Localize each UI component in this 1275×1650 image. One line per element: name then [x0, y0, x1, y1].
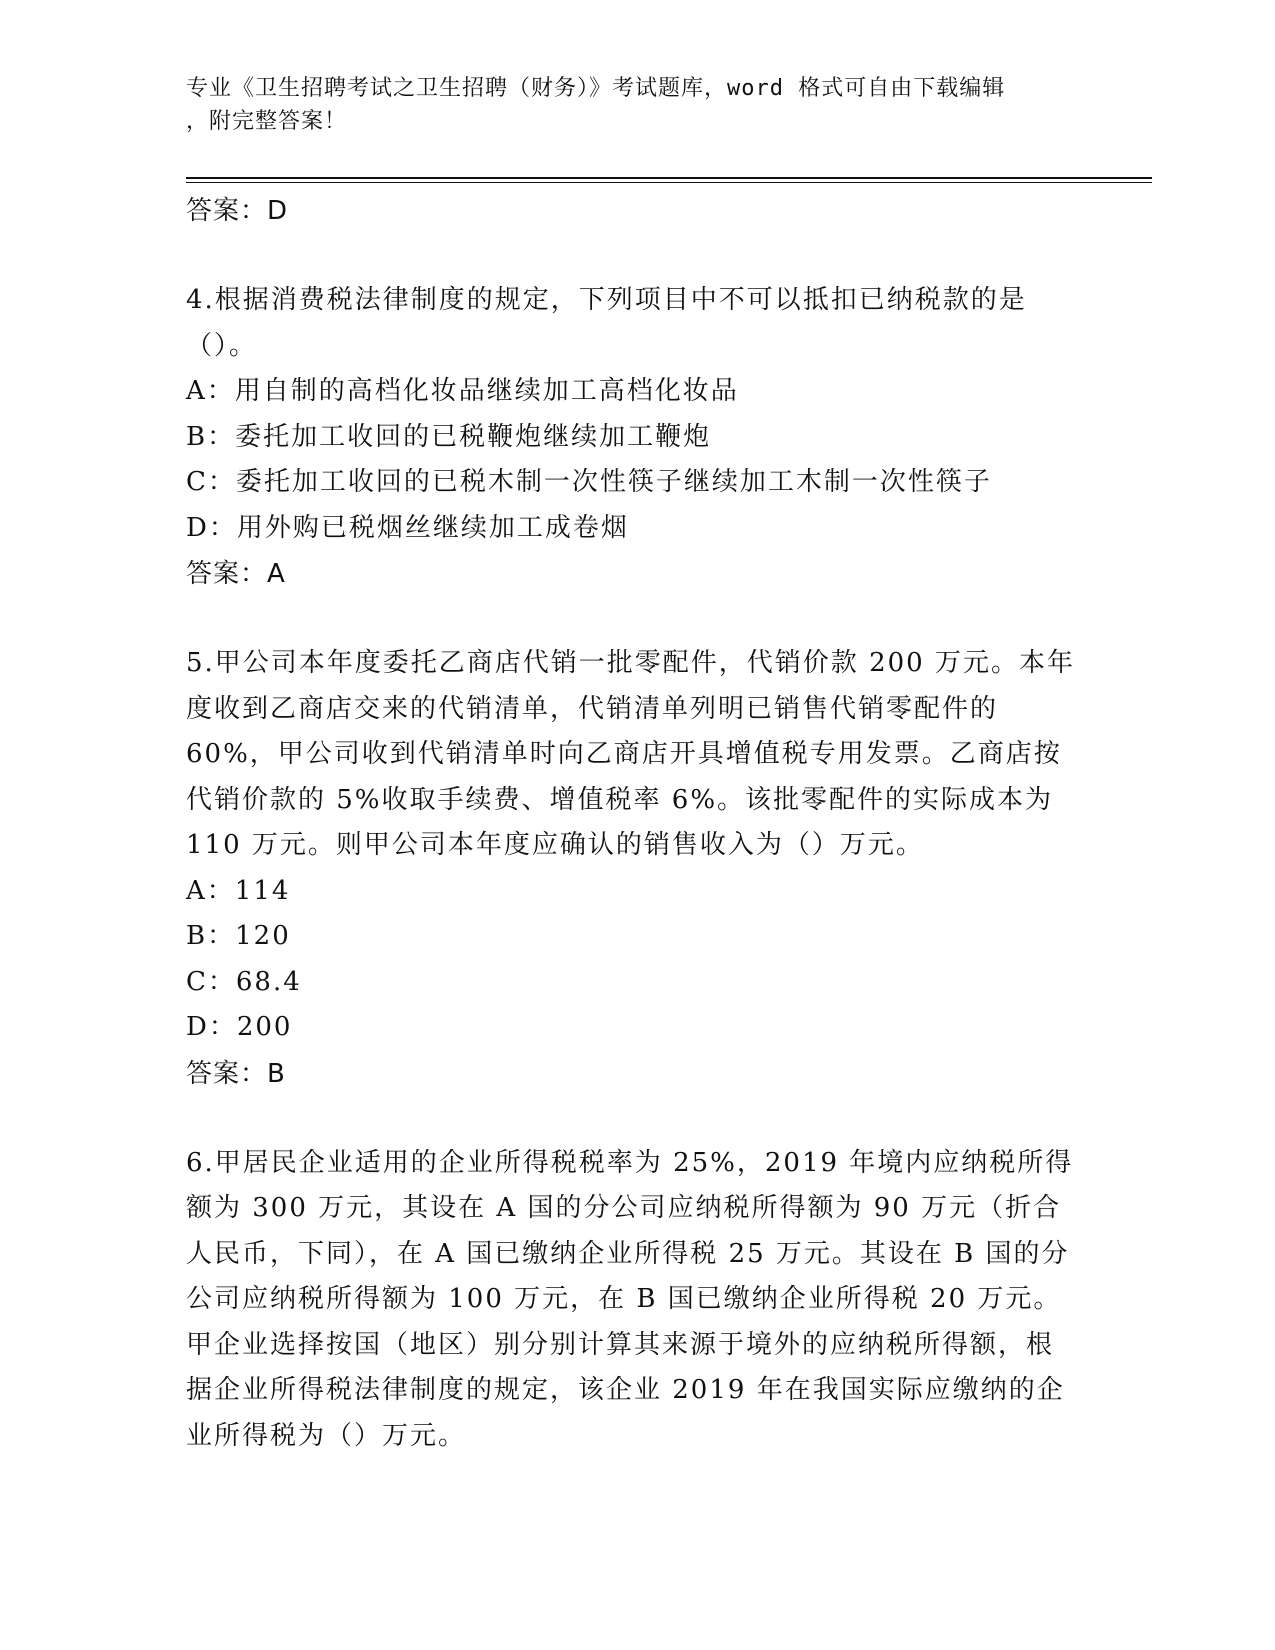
option-b: B：委托加工收回的已税鞭炮继续加工鞭炮	[186, 421, 712, 452]
option-d: D：用外购已税烟丝继续加工成卷烟	[186, 512, 629, 543]
spacer	[186, 597, 1076, 641]
header-line-2: ，附完整答案！	[186, 109, 348, 134]
question-text: 4.根据消费税法律制度的规定，下列项目中不可以抵扣已纳税款的是（）。	[186, 285, 1027, 361]
option-a: A：用自制的高档化妆品继续加工高档化妆品	[186, 376, 739, 406]
question-text: 5.甲公司本年度委托乙商店代销一批零配件，代销价款 200 万元。本年度收到乙商店交来的代销清单，代销清单列明已销售代销零配件的 60%，甲公司收到代销清单时向乙商店开具增值税专用发票。乙商店按代销价款的 5%收取手续费、增值税率 6%。该批零配件的实际成本为 110 万元。则甲公司本年度应确认的销售收入为（）万元。	[186, 648, 1075, 860]
answer-line: 答案：A	[186, 559, 286, 589]
page-header	[186, 72, 1066, 138]
question-block	[186, 278, 1076, 597]
spacer	[186, 234, 1076, 278]
question-block	[186, 1141, 1076, 1460]
answer-line: 答案：D	[186, 196, 289, 226]
option-c: C：委托加工收回的已税木制一次性筷子继续加工木制一次性筷子	[186, 467, 992, 497]
spacer	[186, 1097, 1076, 1141]
header-line-1: 专业《卫生招聘考试之卫生招聘（财务）》考试题库，word 格式可自由下载编辑	[186, 76, 1006, 101]
option-a: A：114	[186, 875, 291, 906]
header-divider	[186, 177, 1152, 179]
question-text: 6.甲居民企业适用的企业所得税税率为 25%，2019 年境内应纳税所得额为 300 万元，其设在 A 国的分公司应纳税所得额为 90 万元（折合人民币，下同），在 A 国已缴纳企业所得税 25 万元。其设在 B 国的分公司应纳税所得额为 100 万元，在 B 国已缴纳企业所得税 20 万元。甲企业选择按国（地区）别分别计算其来源于境外的应纳税所得额，根据企业所得税法律制度的规定，该企业 2019 年在我国实际应缴纳的企业所得税为（）万元。	[186, 1147, 1074, 1451]
option-c: C：68.4	[186, 966, 302, 997]
question-list	[186, 188, 1076, 1459]
question-block	[186, 641, 1076, 1097]
header-divider-thin	[186, 182, 1152, 183]
option-b: B：120	[186, 921, 291, 951]
option-d: D：200	[186, 1012, 293, 1042]
answer-line: 答案：B	[186, 1058, 286, 1089]
